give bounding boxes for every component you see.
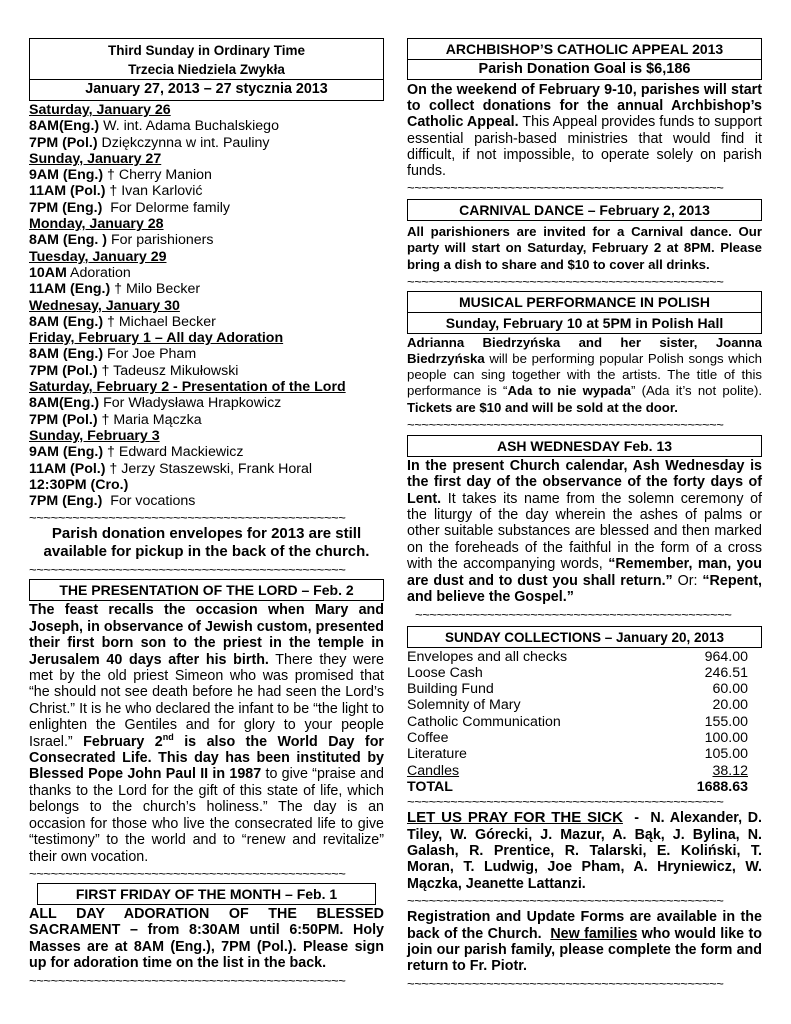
appeal-header-2: Parish Donation Goal is $6,186 — [408, 59, 761, 79]
envelopes-notice: Parish donation envelopes for 2013 are still available for pickup in the back of the church. — [43, 525, 370, 561]
schedule-mass-line — [29, 135, 384, 151]
carnival-text: All parishioners are invited for a Carnival dance. Our party will start on Saturday, February 2 at 8PM. Please bring a dish to share and $10 to cover all drinks. — [407, 224, 762, 272]
mass-schedule — [29, 102, 384, 509]
musical-header-2: Sunday, February 10 at 5PM in Polish Hall — [408, 312, 761, 333]
ash-wednesday-header: ASH WEDNESDAY Feb. 13 — [407, 435, 762, 457]
mass-intention: For Władysława Hrapkowicz — [99, 395, 282, 412]
collections-amount — [659, 763, 762, 779]
musical-bold-1: Adrianna Biedrzyńska and her sister, Joanna Biedrzyńska — [407, 334, 762, 367]
mass-time: 10AM — [29, 264, 67, 281]
ash-text-2: Or: — [672, 572, 703, 589]
separator: ~~~~~~~~~~~~~~~~~~~~~~~~~~~~~~~~~~~~~~~~~~~~ — [407, 977, 724, 989]
mass-intention: † Michael Becker — [103, 313, 216, 330]
collections-row — [407, 714, 762, 730]
mass-intention: † Ivan Karlović — [105, 183, 203, 200]
separator: ~~~~~~~~~~~~~~~~~~~~~~~~~~~~~~~~~~~~~~~~~~~~ — [29, 512, 346, 524]
collections-amount: 964.00 — [704, 648, 748, 665]
mass-intention: † Milo Becker — [110, 281, 201, 298]
appeal-body: This Appeal provides funds to support essential parish-based ministries that would find it difficult, if not impossible, to operate solely on parish funds. — [407, 114, 762, 180]
presentation-bold-1: The feast recalls the occasion when Mary and Joseph, in observance of Jewish custom, presented their first born son to the priest in the temple in Jerusalem 40 days after his birth. — [29, 602, 384, 668]
collections-total-label: TOTAL — [407, 778, 453, 795]
collections-label: Envelopes and all checks — [407, 648, 568, 665]
title-line-1: Third Sunday in Ordinary Time — [107, 43, 306, 58]
presentation-text-1: There they were met by the old priest Simeon who was promised that “he should not see death before he had seen the Lord’s Christ.” It is he who declared the infant to be “the light to enlighten the Gentiles and for glory to your people Israel.” — [29, 651, 384, 750]
collections-label: Literature — [407, 746, 467, 763]
schedule-mass-line — [29, 493, 384, 509]
sick-dash: - — [622, 810, 651, 827]
presentation-sup: nd — [162, 731, 174, 742]
schedule-mass-line — [29, 314, 384, 330]
collections-row — [407, 665, 762, 681]
schedule-day-heading: Wednesay, January 30 — [29, 297, 180, 314]
collections-amount: 155.00 — [704, 713, 748, 730]
mass-time: 7PM (Pol.) — [29, 411, 98, 428]
musical-text — [407, 335, 762, 416]
schedule-day-heading: Tuesday, January 29 — [29, 248, 167, 265]
appeal-header-1: ARCHBISHOP’S CATHOLIC APPEAL 2013 — [445, 41, 724, 57]
sick-header: LET US PRAY FOR THE SICK — [407, 809, 623, 827]
separator: ~~~~~~~~~~~~~~~~~~~~~~~~~~~~~~~~~~~~~~~~~~~~ — [407, 418, 724, 430]
new-families-link: New families — [550, 925, 638, 942]
title-line-2: Trzecia Niedziela Zwykła — [128, 62, 285, 77]
mass-intention: † Edward Mackiewicz — [103, 444, 244, 461]
ash-bold-2: “Remember, man, you are dust and to dust you shall return.” — [407, 556, 762, 589]
mass-time: 7PM (Eng.) — [29, 493, 103, 510]
mass-time: 9AM (Eng.) — [29, 167, 104, 184]
mass-intention: For Delorme family — [102, 199, 231, 216]
ash-bold-3: “Repent, and believe the Gospel.” — [407, 572, 762, 606]
schedule-mass-line — [29, 200, 384, 216]
mass-intention: For parishioners — [107, 232, 214, 249]
musical-bold-3: Tickets are $10 and will be sold at the door. — [407, 399, 678, 415]
schedule-day-heading: Saturday, February 2 - Presentation of the Lord — [29, 379, 346, 396]
schedule-mass-line — [29, 477, 384, 493]
collections-header: SUNDAY COLLECTIONS – January 20, 2013 — [407, 626, 762, 648]
collections-row — [407, 681, 762, 697]
mass-intention: † Cherry Manion — [103, 167, 212, 184]
appeal-header-box — [407, 38, 762, 80]
collections-label: Building Fund — [407, 681, 494, 698]
collections-label: Coffee — [407, 729, 449, 746]
collections-amount: 100.00 — [704, 729, 748, 746]
schedule-mass-line — [29, 461, 384, 477]
collections-total-amount: 1688.63 — [696, 778, 748, 795]
collections-amount: 246.51 — [704, 664, 748, 681]
separator: ~~~~~~~~~~~~~~~~~~~~~~~~~~~~~~~~~~~~~~~~~~~~ — [415, 608, 732, 620]
mass-time: 7PM (Eng.) — [29, 199, 103, 216]
schedule-mass-line — [29, 118, 384, 134]
mass-intention: For Joe Pham — [103, 346, 197, 363]
mass-time: 8AM(Eng.) — [29, 395, 100, 412]
carnival-header: CARNIVAL DANCE – February 2, 2013 — [407, 199, 762, 221]
separator: ~~~~~~~~~~~~~~~~~~~~~~~~~~~~~~~~~~~~~~~~~~~~ — [29, 564, 346, 576]
collections-amount-underlined: 38.12 — [712, 762, 748, 779]
presentation-bold-2a: February 2 — [83, 733, 163, 750]
separator: ~~~~~~~~~~~~~~~~~~~~~~~~~~~~~~~~~~~~~~~~~~~~ — [407, 182, 724, 194]
collections-row — [407, 730, 762, 746]
mass-time: 11AM (Pol.) — [29, 460, 106, 477]
appeal-bold: On the weekend of February 9-10, parishes will start to collect donations for the annual Archbishop’s Catholic Appeal. — [407, 82, 762, 131]
ash-wednesday-text — [407, 458, 762, 606]
collections-amount: 20.00 — [712, 697, 748, 714]
mass-time: 7PM (Pol.) — [29, 362, 98, 379]
schedule-day-heading: Saturday, January 26 — [29, 102, 171, 118]
mass-intention: W. int. Adama Buchalskiego — [99, 118, 279, 135]
collections-amount: 105.00 — [704, 746, 748, 763]
schedule-mass-line — [29, 444, 384, 460]
collections-row — [407, 649, 762, 665]
mass-time: 8AM(Eng.) — [29, 118, 100, 135]
collections-row — [407, 763, 762, 779]
separator: ~~~~~~~~~~~~~~~~~~~~~~~~~~~~~~~~~~~~~~~~~~~~ — [407, 895, 724, 907]
musical-header-box — [407, 291, 762, 334]
mass-time: 7PM (Pol.) — [29, 134, 98, 151]
musical-header-1: MUSICAL PERFORMANCE IN POLISH — [459, 293, 710, 310]
first-friday-text: ALL DAY ADORATION OF THE BLESSED SACRAMENT – from 8:30AM until 6:50PM. Holy Masses are at 8AM (Eng.), 7PM (Pol.). Please sign up for adoration time on the list in the back. — [29, 905, 384, 972]
mass-intention: † Jerzy Staszewski, Frank Horal — [105, 460, 313, 477]
presentation-header: THE PRESENTATION OF THE LORD – Feb. 2 — [29, 579, 384, 601]
first-friday-header: FIRST FRIDAY OF THE MONTH – Feb. 1 — [37, 883, 376, 905]
title-line-3: January 27, 2013 – 27 stycznia 2013 — [85, 81, 328, 97]
presentation-bold-2b: is also the World Day for Consecrated Life. This day has been instituted by Blessed Pope John Paul II in 1987 — [29, 733, 384, 783]
schedule-mass-line — [29, 232, 384, 248]
collections-label: Catholic Communication — [407, 713, 561, 730]
schedule-mass-line — [29, 395, 384, 411]
separator: ~~~~~~~~~~~~~~~~~~~~~~~~~~~~~~~~~~~~~~~~~~~~ — [29, 867, 346, 879]
presentation-text — [29, 602, 384, 865]
registration-text-2: who would like to join our parish family, please complete the form and return to Fr. Piotr. — [407, 925, 762, 975]
mass-time: 11AM (Pol.) — [29, 183, 106, 200]
mass-schedule-title-box — [29, 38, 384, 101]
schedule-mass-line — [29, 363, 384, 379]
mass-time: 8AM (Eng.) — [29, 313, 104, 330]
appeal-text — [407, 82, 762, 179]
schedule-mass-line — [29, 281, 384, 297]
collections-row — [407, 746, 762, 762]
collections-amount: 60.00 — [712, 681, 748, 698]
collections-total-row — [407, 779, 762, 795]
left-column — [29, 38, 384, 988]
collections-row — [407, 697, 762, 713]
mass-intention: Dziękczynna w int. Pauliny — [97, 134, 270, 151]
musical-text-1: will be performing popular Polish songs which people can sing together with the artists. The title of this performance is “ — [407, 351, 762, 399]
collections-label: Candles — [407, 762, 460, 779]
mass-intention: † Tadeusz Mikułowski — [97, 362, 239, 379]
ash-bold-1: In the present Church calendar, Ash Wednesday is the first day of the observance of the forty days of Lent. — [407, 457, 762, 507]
collections-table — [407, 649, 762, 796]
schedule-day-heading: Monday, January 28 — [29, 216, 164, 233]
schedule-mass-line — [29, 183, 384, 199]
mass-intention: Adoration — [66, 264, 131, 281]
separator: ~~~~~~~~~~~~~~~~~~~~~~~~~~~~~~~~~~~~~~~~~~~~ — [29, 974, 346, 986]
mass-time: 8AM (Eng.) — [29, 346, 104, 363]
sick-names: N. Alexander, D. Tiley, W. Górecki, J. Mazur, A. Bąk, J. Bylina, N. Galash, R. Prentice, R. Talarski, E. Koliński, T. Moran, T. Ludwig, Joe Pham, A. Hryniewicz, W. Mączka, Jeanette Lattanzi. — [407, 810, 762, 892]
collections-label: Loose Cash — [407, 664, 483, 681]
schedule-day-heading: Sunday, February 3 — [29, 427, 160, 444]
schedule-mass-line — [29, 412, 384, 428]
presentation-text-2: to give “praise and thanks to the Lord for the gift of this state of life, which belongs to the church’s holiness.” The day is an occasion for those who live the consecrated life to give “testimony” to the world and to “renew and revitalize” their own vocation. — [29, 766, 385, 865]
mass-time: 12:30PM (Cro.) — [29, 476, 129, 493]
schedule-mass-line — [29, 167, 384, 183]
collections-label: Solemnity of Mary — [407, 697, 521, 714]
mass-time: 9AM (Eng.) — [29, 444, 104, 461]
schedule-mass-line — [29, 265, 384, 281]
registration-text — [407, 909, 766, 975]
separator: ~~~~~~~~~~~~~~~~~~~~~~~~~~~~~~~~~~~~~~~~~~~~ — [407, 275, 724, 287]
musical-bold-2: Ada to nie wypada — [507, 383, 631, 399]
musical-text-2: ” (Ada it’s not polite). — [630, 383, 763, 399]
separator: ~~~~~~~~~~~~~~~~~~~~~~~~~~~~~~~~~~~~~~~~~~~~ — [407, 796, 724, 808]
mass-time: 8AM (Eng. ) — [29, 232, 108, 249]
mass-time: 11AM (Eng.) — [29, 281, 111, 298]
registration-text-1: Registration and Update Forms are available in the back of the Church. — [407, 909, 766, 942]
ash-text-1: It takes its name from the solemn ceremony of the liturgy of the day wherein the ashes of palms or other suitable substances are blessed and then marked on the foreheads of the faithful in the form of a cross with the accompanying words, — [407, 490, 762, 573]
schedule-day-heading: Sunday, January 27 — [29, 150, 162, 167]
right-column — [407, 38, 766, 991]
sick-list — [407, 810, 762, 892]
mass-intention: † Maria Mączka — [97, 411, 202, 428]
schedule-mass-line — [29, 346, 384, 362]
mass-intention: For vocations — [102, 493, 196, 510]
schedule-day-heading: Friday, February 1 – All day Adoration — [29, 330, 284, 347]
